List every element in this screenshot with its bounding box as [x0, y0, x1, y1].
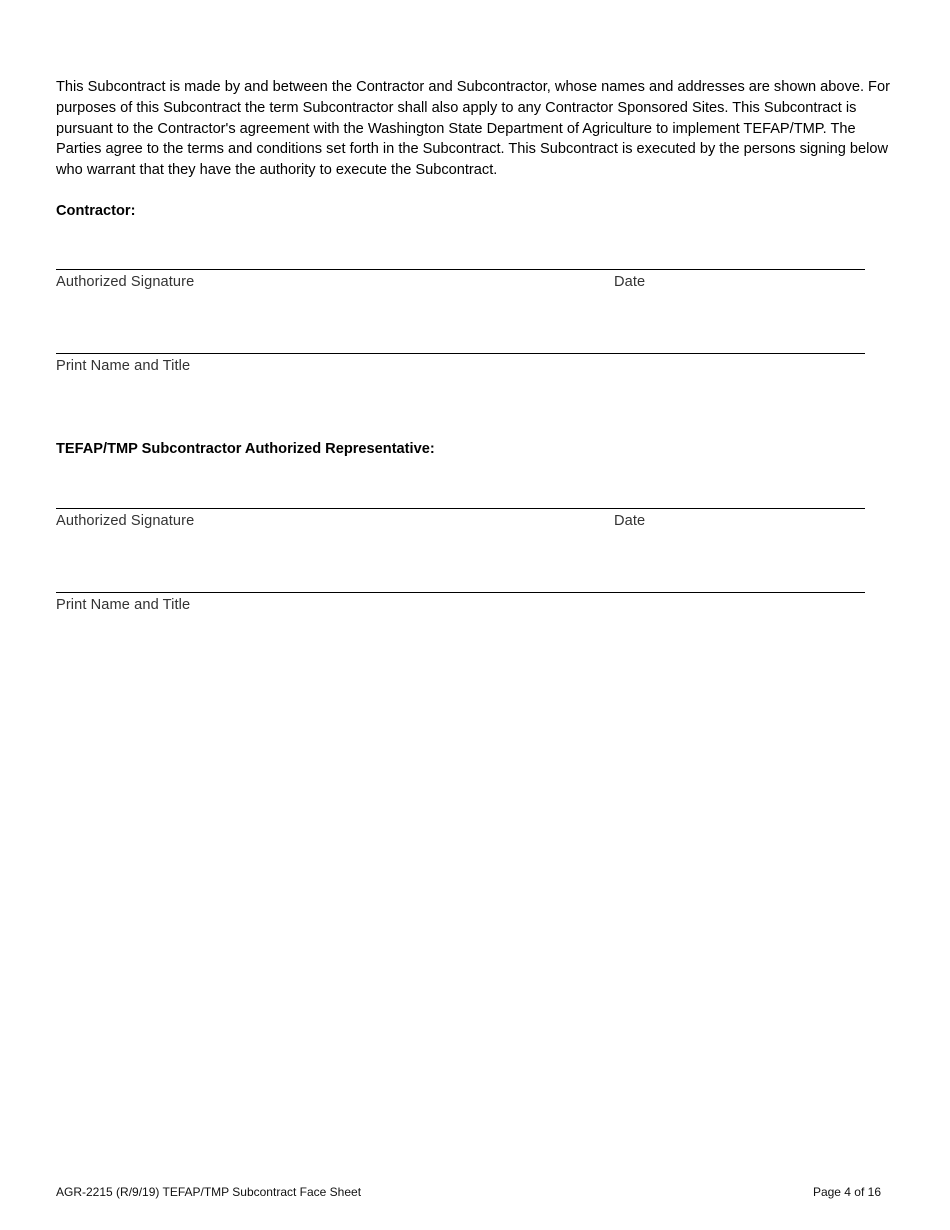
intro-paragraph: This Subcontract is made by and between the Contractor and Subcontractor, whose names and addresses are shown above. For purposes of this Subcontract the term Subcontractor shall also apply to any Contractor Sponsored Sites. This Subcontract is pursuant to the Contractor's agreement with the Washington State Department of Agriculture to implement TEFAP/TMP. The Parties agree to the terms and conditions set forth in the Subcontract. This Subcontract is executed by the persons signing below who warrant that they have the authority to execute the Subcontract.	[56, 79, 890, 179]
subcontractor-signature-label: Authorized Signature	[56, 513, 195, 529]
contractor-name-title-label: Print Name and Title	[56, 358, 191, 374]
contractor-signature-line[interactable]	[56, 269, 865, 270]
contractor-date-label: Date	[614, 274, 646, 290]
subcontractor-heading: TEFAP/TMP Subcontractor Authorized Representative:	[56, 441, 435, 457]
subcontractor-name-title-label: Print Name and Title	[56, 597, 191, 613]
footer-page-number: Page 4 of 16	[812, 1185, 881, 1199]
subcontractor-name-title-line[interactable]	[56, 592, 865, 593]
subcontractor-signature-line[interactable]	[56, 508, 865, 509]
footer-form-id: AGR-2215 (R/9/19) TEFAP/TMP Subcontract Face Sheet	[56, 1185, 362, 1199]
subcontractor-date-label: Date	[614, 513, 646, 529]
contractor-name-title-line[interactable]	[56, 353, 865, 354]
contractor-heading: Contractor:	[56, 203, 136, 219]
contractor-signature-label: Authorized Signature	[56, 274, 195, 290]
